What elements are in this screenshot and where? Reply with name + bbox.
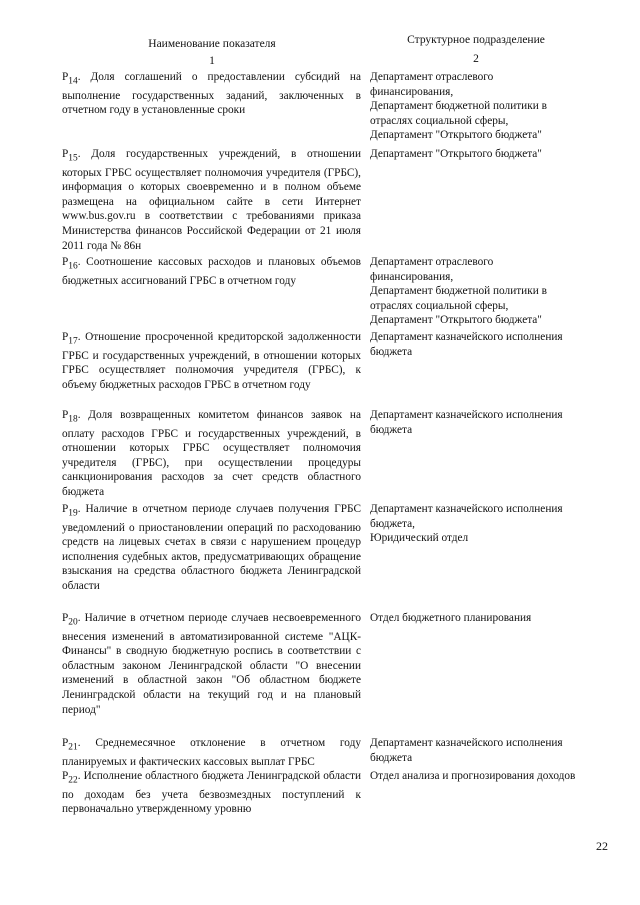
- department-line: Департамент "Открытого бюджета": [370, 129, 542, 142]
- department-line: Департамент казначейского исполнения: [370, 409, 563, 421]
- indicator-name: $Р_{17}$. Отношение просроченной кредиторской задолженности ГРБС и государственных учреждений, в отношении которых ГРБС осуществляет полномочия учредителя (ГРБС), к объему бюджетных расходов ГРБС в отчетном году: [62, 331, 361, 391]
- department-line: Департамент бюджетной политики в: [370, 285, 547, 298]
- column-2-number: 2: [473, 53, 479, 65]
- indicator-index: 21: [68, 742, 78, 753]
- department-cell: [370, 736, 610, 765]
- indicator-text: . Доля соглашений о предоставлении субсидий на выполнение государственных заданий, заключенных в отчетном году в установленные сроки: [62, 71, 361, 117]
- page-number: 22: [596, 839, 608, 853]
- department-line: бюджета: [370, 751, 413, 764]
- indicator-name: $Р_{16}$. Соотношение кассовых расходов и плановых объемов бюджетных ассигнований ГРБС в отчетном году: [62, 256, 361, 287]
- indicator-index: 19: [68, 508, 78, 519]
- indicator-text: . Наличие в отчетном периоде случаев получения ГРБС уведомлений о приостановлении операций по расходованию средств на лицевых счетах в связи с нарушением процедур исполнения судебных актов, предусматривающих обращение взыскания на средства областного бюджета Ленинградской области: [62, 503, 361, 592]
- indicator-text: . Соотношение кассовых расходов и плановых объемов бюджетных ассигнований ГРБС в отчетном году: [62, 256, 361, 287]
- department-line: Отдел бюджетного планирования: [370, 612, 532, 624]
- indicator-index: 16: [68, 261, 78, 272]
- department-line: финансирования,: [370, 270, 454, 283]
- department-line: Департамент "Открытого бюджета": [370, 148, 542, 160]
- department-line: бюджета: [370, 423, 413, 436]
- department-cell: [370, 255, 610, 328]
- indicator-index: 18: [68, 414, 78, 425]
- indicator-index: 14: [68, 76, 78, 87]
- department-line: бюджета,: [370, 517, 415, 530]
- column-1-number: 1: [209, 55, 215, 67]
- indicator-index: 17: [68, 336, 78, 347]
- indicator-name: $Р_{21}$. Среднемесячное отклонение в отчетном году планируемых и фактических кассовых выплат ГРБС: [62, 737, 361, 768]
- department-cell: [370, 70, 610, 143]
- department-line: Департамент казначейского исполнения: [370, 331, 563, 343]
- indicator-name: $Р_{20}$. Наличие в отчетном периоде случаев несвоевременного внесения изменений в автоматизированной системе "АЦК-Финансы" в сводную бюджетную роспись в соответствии с областным законом Ленинградской области "О внесении изменений в областной закон "Об областном бюджете Ленинградской области на текущий год и на плановый период": [62, 612, 361, 716]
- indicator-index: 22: [68, 775, 78, 786]
- department-line: отраслях социальной сферы,: [370, 299, 509, 312]
- indicator-text: . Исполнение областного бюджета Ленинградской области по доходам без учета безвозмездных поступлений к первоначально утвержденному уровню: [62, 770, 361, 816]
- indicator-text: . Доля возвращенных комитетом финансов заявок на оплату расходов ГРБС и государственных учреждений, в отношении которых ГРБС осуществляет полномочия учредителя (ГРБС), при осуществлении процедуры санкционирования расходов за счет средств областного бюджета: [62, 409, 361, 498]
- department-cell: [370, 611, 610, 626]
- department-cell: [370, 502, 610, 546]
- indicator-index: 20: [68, 617, 78, 628]
- department-line: Департамент казначейского исполнения: [370, 737, 563, 749]
- department-line: Департамент бюджетной политики в: [370, 100, 547, 113]
- column-2-header: [368, 33, 584, 67]
- department-cell: [370, 408, 610, 437]
- indicator-name: $Р_{19}$. Наличие в отчетном периоде случаев получения ГРБС уведомлений о приостановлении операций по расходованию средств на лицевых счетах в связи с нарушением процедур исполнения судебных актов, предусматривающих обращение взыскания на средства областного бюджета Ленинградской области: [62, 503, 361, 592]
- indicator-name: $Р_{15}$. Доля государственных учреждений, в отношении которых ГРБС осуществляет полномочия учредителя (ГРБС), информация о которых своевременно и в полном объеме размещена на официальном сайте в сети Интернет www.bus.gov.ru в соответствии с требованиями приказа Министерства финансов Российской Федерации от 21 июля 2011 года № 86н: [62, 148, 361, 252]
- column-1-title: Наименование показателя: [148, 38, 276, 50]
- department-line: Департамент казначейского исполнения: [370, 503, 563, 515]
- department-cell: [370, 147, 610, 162]
- column-1-header: [62, 37, 362, 69]
- department-line: Юридический отдел: [370, 532, 469, 545]
- department-line: Департамент "Открытого бюджета": [370, 314, 542, 327]
- indicator-text: . Доля государственных учреждений, в отношении которых ГРБС осуществляет полномочия учредителя (ГРБС), информация о которых своевременно и в полном объеме размещена на официальном сайте в сети Интернет www.bus.gov.ru в соответствии с требованиями приказа Министерства финансов Российской Федерации от 21 июля 2011 года № 86н: [62, 148, 361, 252]
- indicator-index: 15: [68, 153, 78, 164]
- department-cell: [370, 769, 610, 784]
- indicator-name: $Р_{14}$. Доля соглашений о предоставлении субсидий на выполнение государственных заданий, заключенных в отчетном году в установленные сроки: [62, 71, 361, 117]
- department-line: отраслях социальной сферы,: [370, 114, 509, 127]
- department-line: Департамент отраслевого: [370, 71, 494, 83]
- indicator-name: $Р_{18}$. Доля возвращенных комитетом финансов заявок на оплату расходов ГРБС и государственных учреждений, в отношении которых ГРБС осуществляет полномочия учредителя (ГРБС), при осуществлении процедуры санкционирования расходов за счет средств областного бюджета: [62, 409, 361, 498]
- column-2-title: Структурное подразделение: [407, 34, 545, 46]
- indicator-text: . Среднемесячное отклонение в отчетном году планируемых и фактических кассовых выплат ГРБС: [62, 737, 361, 768]
- department-line: Департамент отраслевого: [370, 256, 494, 268]
- department-cell: [370, 330, 610, 359]
- indicator-text: . Отношение просроченной кредиторской задолженности ГРБС и государственных учреждений, в отношении которых ГРБС осуществляет полномочия учредителя (ГРБС), к объему бюджетных расходов ГРБС в отчетном году: [62, 331, 361, 391]
- indicator-text: . Наличие в отчетном периоде случаев несвоевременного внесения изменений в автоматизированной системе "АЦК-Финансы" в сводную бюджетную роспись в соответствии с областным законом Ленинградской области "О внесении изменений в областной закон "Об областном бюджете Ленинградской области на текущий год и на плановый период": [62, 612, 361, 716]
- department-line: Отдел анализа и прогнозирования доходов: [370, 770, 576, 782]
- department-line: бюджета: [370, 345, 413, 358]
- department-line: финансирования,: [370, 85, 454, 98]
- indicator-name: $Р_{22}$. Исполнение областного бюджета Ленинградской области по доходам без учета безвозмездных поступлений к первоначально утвержденному уровню: [62, 770, 361, 816]
